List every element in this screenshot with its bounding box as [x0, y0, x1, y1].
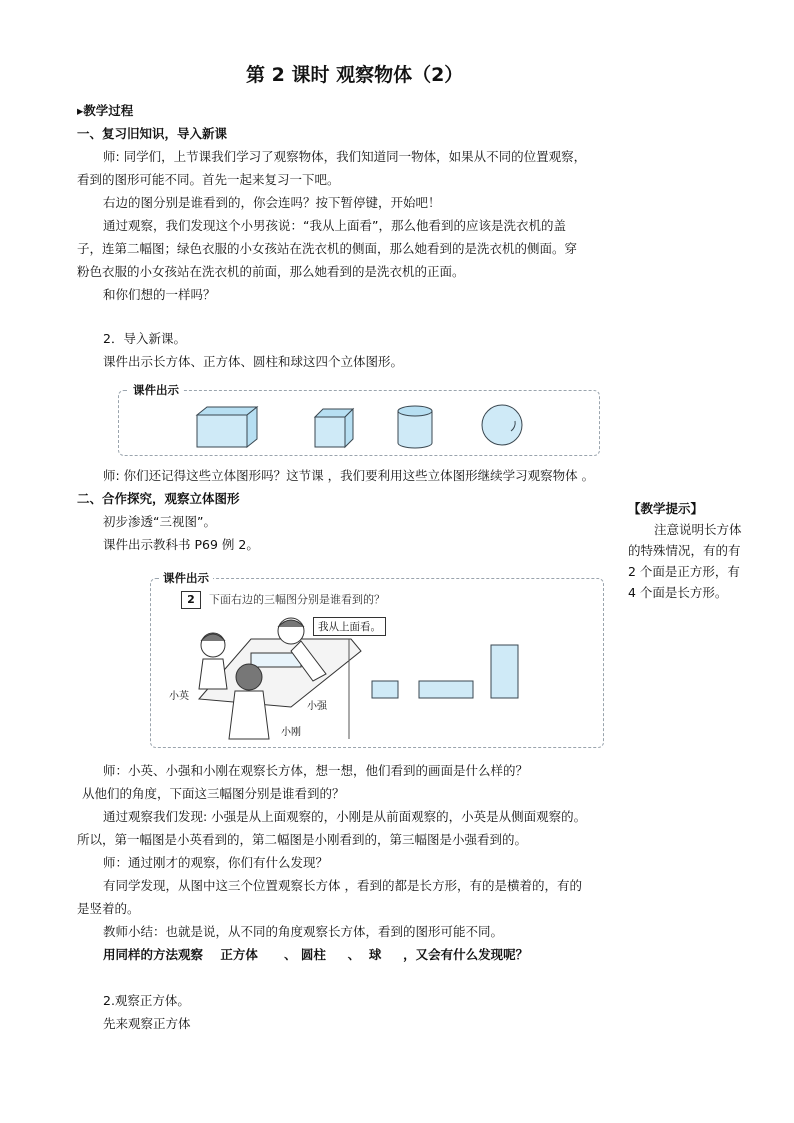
teaching-tip-text: 注意说明长方体的特殊情况，有的有 2 个面是正方形，有 4 个面是长方形。 — [628, 522, 742, 600]
speech-bubble: 我从上面看。 — [313, 617, 386, 636]
paragraph: 是竖着的。 — [77, 901, 140, 916]
courseware-tag: 课件出示 — [129, 382, 183, 398]
paragraph: 和你们想的一样吗？ — [103, 287, 216, 302]
paragraph: 2.观察正方体。 — [103, 993, 190, 1008]
cylinder-figure — [398, 406, 432, 448]
part1-heading: 一、复习旧知识，导入新课 — [77, 126, 228, 141]
teaching-tip — [628, 498, 746, 603]
label-xiaoying: 小英 — [169, 691, 189, 702]
courseware-box-example — [150, 571, 604, 748]
paragraph: 师：通过刚才的观察，你们有什么发现？ — [103, 855, 329, 870]
paragraph: 从他们的角度，下面这三幅图分别是谁看到的？ — [82, 786, 345, 801]
paragraph: 粉色衣服的小女孩站在洗衣机的前面，那么她看到的是洗衣机的正面。 — [77, 264, 465, 279]
paragraph: 师: 同学们，上节课我们学习了观察物体，我们知道同一物体，如果从不同的位置观察， — [103, 149, 587, 164]
paragraph: 通过观察我们发现: 小强是从上面观察的，小刚是从前面观察的，小英是从侧面观察的。 — [103, 809, 587, 824]
part2-heading: 二、合作探究，观察立体图形 — [77, 491, 240, 506]
section-header: ▸教学过程 — [77, 103, 134, 118]
paragraph: 课件出示长方体、正方体、圆柱和球这四个立体图形。 — [103, 354, 404, 369]
paragraph: 子，连第二幅图；绿色衣服的小女孩站在洗衣机的侧面，那么她看到的是洗衣机的侧面。穿 — [77, 241, 578, 256]
paragraph: 师：小英、小强和小刚在观察长方体，想一想，他们看到的画面是什么样的？ — [103, 763, 529, 778]
paragraph: 有同学发现，从图中这三个位置观察长方体 ，看到的都是长方形，有的是横着的，有的 — [103, 878, 582, 893]
cuboid-figure — [197, 407, 257, 447]
paragraph: 通过观察，我们发现这个小男孩说：“我从上面看”，那么他看到的应该是洗衣机的盖 — [103, 218, 566, 233]
teaching-tip-heading: 【教学提示】 — [628, 501, 704, 516]
paragraph: 教师小结：也就是说，从不同的角度观察长方体，看到的图形可能不同。 — [103, 924, 504, 939]
paragraph: 右边的图分别是谁看到的，你会连吗？按下暂停键，开始吧！ — [103, 195, 441, 210]
example-number: 2 — [181, 591, 201, 609]
example-illustration — [151, 579, 603, 747]
label-xiaogang: 小刚 — [281, 727, 301, 738]
view-2-rect — [419, 681, 473, 698]
courseware-tag: 课件出示 — [159, 570, 213, 586]
view-3-rect — [491, 645, 518, 698]
view-1-rect — [372, 681, 398, 698]
paragraph: 所以，第一幅图是小英看到的，第二幅图是小刚看到的，第三幅图是小强看到的。 — [77, 832, 528, 847]
cube-figure — [315, 409, 353, 447]
example-question: 下面右边的三幅图分别是谁看到的？ — [209, 593, 385, 606]
courseware-box-solids — [118, 383, 600, 456]
paragraph: 先来观察正方体 — [103, 1016, 191, 1031]
child-ying — [199, 633, 227, 689]
sphere-figure — [482, 405, 522, 445]
page-title: 第 2 课时 观察物体（2） — [246, 64, 464, 86]
solid-figures — [119, 391, 599, 455]
paragraph: 用同样的方法观察 正方体 、 圆柱 、 球 ，又会有什么发现呢？ — [103, 947, 529, 962]
paragraph: 初步渗透“三视图”。 — [103, 514, 216, 529]
paragraph: 课件出示教科书 P69 例 2。 — [103, 537, 259, 552]
paragraph: 2．导入新课。 — [103, 331, 186, 346]
paragraph: 看到的图形可能不同。首先一起来复习一下吧。 — [77, 172, 340, 187]
label-xiaoqiang: 小强 — [307, 701, 327, 712]
paragraph: 师: 你们还记得这些立体图形吗？这节课 ，我们要利用这些立体图形继续学习观察物体 。 — [103, 468, 595, 483]
